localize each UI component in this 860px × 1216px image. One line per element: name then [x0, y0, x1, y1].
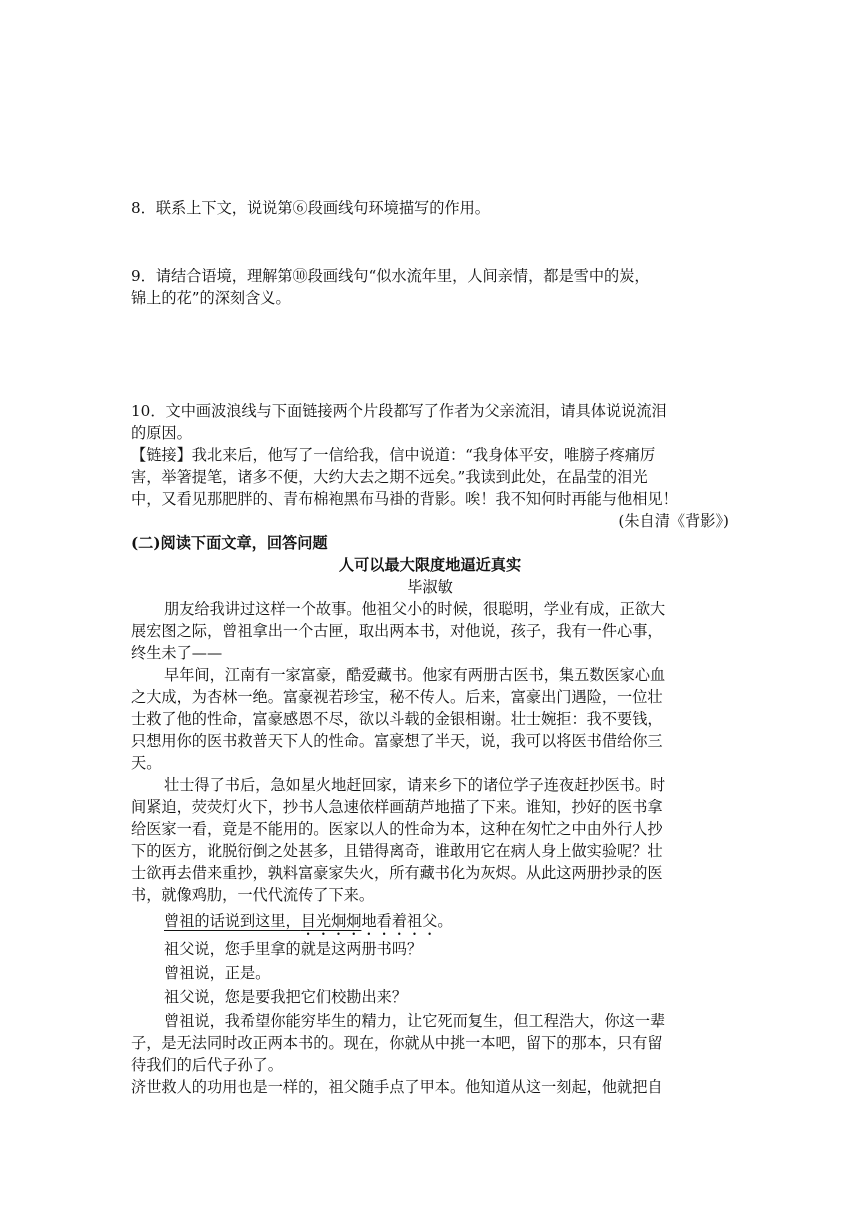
question-10-line-1: 10．文中画波浪线与下面链接两个片段都写了作者为父亲流泪，请具体说说流泪 — [131, 402, 667, 420]
paragraph-3-line-2: 间紧迫，荧荧灯火下，抄书人急速依样画葫芦地描了下来。谁知，抄好的医书拿 — [131, 798, 663, 816]
paragraph-2-line-2: 之大成，为杏林一绝。富豪视若珍宝，秘不传人。后来，富豪出门遇险，一位壮 — [131, 688, 663, 706]
link-source: (朱自清《背影》) — [618, 512, 729, 530]
question-8: 8．联系上下文，说说第⑥段画线句环境描写的作用。 — [131, 199, 490, 217]
dialogue-4-line-2: 子，是无法同时改正两本书的。现在，你就从中挑一本吧，留下的那本，只有留 — [131, 1034, 663, 1052]
paragraph-2-line-3: 士救了他的性命，富豪感恩不尽，欲以斗载的金银相谢。壮士婉拒：我不要钱， — [131, 710, 663, 728]
question-10-line-2: 的原因。 — [131, 424, 192, 442]
dialogue-line-2: 曾祖说，正是。 — [164, 964, 271, 982]
dotted-phrase-tail: 地看着祖父。 — [361, 912, 453, 930]
link-excerpt-line-1: 【链接】我北来后，他写了一信给我，信中说道：“我身体平安，唯膀子疼痛厉 — [131, 446, 656, 464]
paragraph-3-line-4: 下的医方，讹脱衍倒之处甚多，且错得离奇，谁敢用它在病人身上做实验呢？壮 — [131, 842, 663, 860]
paragraph-3-line-1: 壮士得了书后，急如星火地赶回家，请来乡下的诸位学子连夜赶抄医书。时 — [164, 776, 666, 794]
dialogue-4-line-3: 待我们的后代子孙了。 — [131, 1056, 283, 1074]
article-author: 毕淑敏 — [407, 578, 453, 596]
article-title: 人可以最大限度地逼近真实 — [338, 556, 522, 574]
underlined-phrase: 曾祖的话说到这里， — [164, 912, 301, 930]
link-excerpt-line-3: 中，又看见那肥胖的、青布棉袍黑布马褂的背影。唉！我不知何时再能与他相见！ — [131, 490, 678, 508]
dialogue-line-1: 祖父说，您手里拿的就是这两册书吗？ — [164, 940, 423, 958]
dotted-phrase: 目光炯炯 — [300, 912, 362, 930]
paragraph-2-line-1: 早年间，江南有一家富豪，酷爱藏书。他家有两册古医书，集五数医家心血 — [164, 666, 666, 684]
paragraph-2-line-5: 天。 — [131, 754, 162, 772]
paragraph-1-line-3: 终生未了—— — [131, 644, 223, 662]
question-9-line-2: 锦上的花”的深刻含义。 — [131, 289, 291, 307]
link-excerpt-line-2: 害，举箸提笔，诸多不便，大约大去之期不远矣。”我读到此处，在晶莹的泪光 — [131, 468, 648, 486]
last-line: 济世救人的功用也是一样的，祖父随手点了甲本。他知道从这一刻起，他就把自 — [131, 1078, 663, 1096]
paragraph-1-line-2: 展宏图之际，曾祖拿出一个古匣，取出两本书，对他说，孩子，我有一件心事， — [131, 622, 663, 640]
paragraph-1-line-1: 朋友给我讲过这样一个故事。他祖父小的时候，很聪明，学业有成，正欲大 — [164, 600, 666, 618]
paragraph-3-line-6: 书，就像鸡肋，一代代流传了下来。 — [131, 886, 374, 904]
paragraph-3-line-3: 给医家一看，竟是不能用的。医家以人的性命为本，这种在匆忙之中由外行人抄 — [131, 820, 663, 838]
paragraph-4 — [164, 910, 453, 939]
section-heading: (二)阅读下面文章，回答问题 — [131, 534, 328, 552]
dialogue-line-3: 祖父说，您是要我把它们校勘出来？ — [164, 988, 407, 1006]
question-9-line-1: 9．请结合语境，理解第⑩段画线句“似水流年里，人间亲情，都是雪中的炭， — [131, 267, 650, 285]
paragraph-3-line-5: 士欲再去借来重抄，孰料富豪家失火，所有藏书化为灰烬。从此这两册抄录的医 — [131, 864, 663, 882]
dialogue-4-line-1: 曾祖说，我希望你能穷毕生的精力，让它死而复生，但工程浩大，你这一辈 — [164, 1012, 666, 1030]
paragraph-2-line-4: 只想用你的医书救普天下人的性命。富豪想了半天，说，我可以将医书借给你三 — [131, 732, 663, 750]
